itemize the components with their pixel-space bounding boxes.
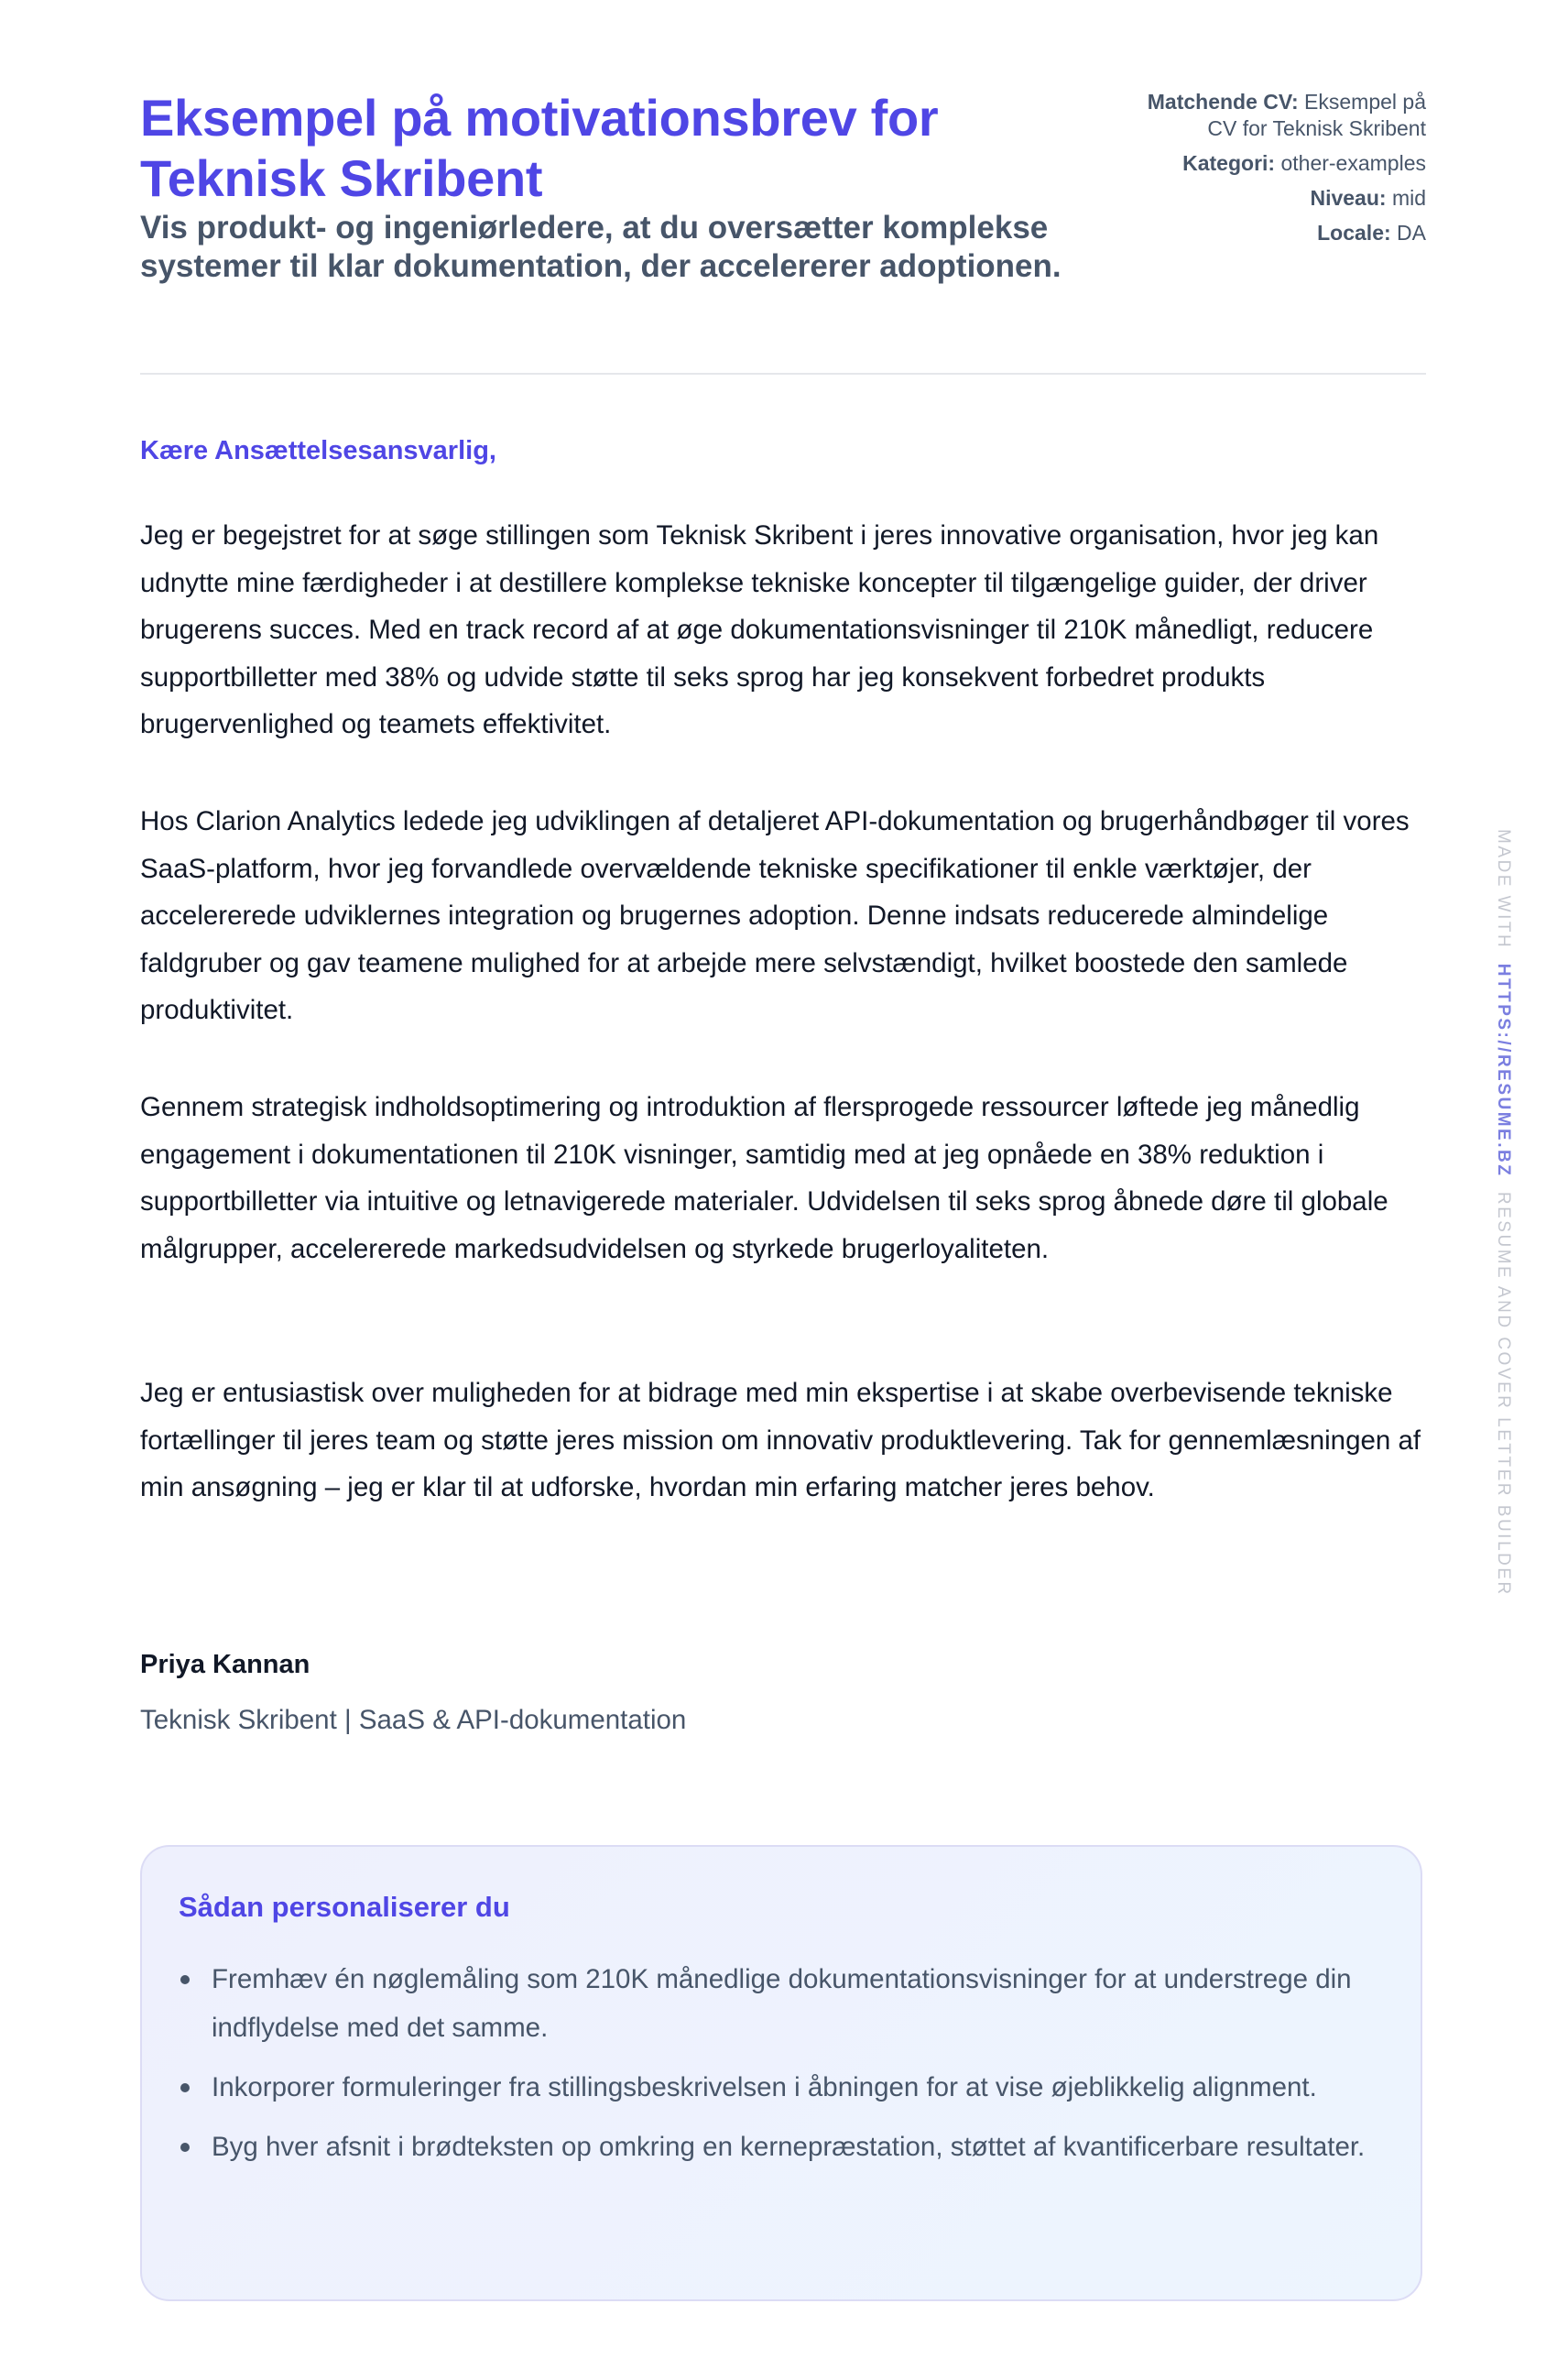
meta-category	[1124, 150, 1426, 177]
page-title: Eksempel på motivationsbrev for Teknisk Skribent	[140, 89, 939, 207]
letter-salutation: Kære Ansættelsesansvarlig,	[140, 436, 496, 465]
bullet-icon	[180, 1975, 190, 1984]
meta-category-value: other-examples	[1280, 151, 1426, 175]
tips-item-text: Byg hver afsnit i brødteksten op omkring en kernepræstation, støttet af kvantificerbare resultater.	[212, 2132, 1366, 2162]
letter-paragraph-3: Gennem strategisk indholdsoptimering og introduktion af flersprogede ressourcer løftede jeg månedlig engagement i dokumentationen til 210K visninger, samtidig med at jeg opnåede en 38% reduktion i supportbilletter via intuitive og letnavigerede materialer. Udvidelsen til seks sprog åbnede døre til globale målgrupper, accelererede markedsudvidelsen og styrkede brugerloyaliteten.	[140, 1092, 1388, 1264]
tips-item-text: Inkorporer formuleringer fra stillingsbeskrivelsen i åbningen for at vise øjeblikkelig alignment.	[212, 2072, 1317, 2102]
letter-paragraph-1: Jeg er begejstret for at søge stillingen som Teknisk Skribent i jeres innovative organisation, hvor jeg kan udnytte mine færdigheder i at destillere komplekse tekniske koncepter til tilgængelige guider, der driver brugerens succes. Med en track record af at øge dokumentationsvisninger til 210K månedligt, reducere supportbilletter med 38% og udvide støtte til seks sprog har jeg konsekvent forbedret produkts brugervenlighed og teamets effektivitet.	[140, 520, 1379, 739]
personalization-tips-box	[140, 1845, 1422, 2301]
tips-title: Sådan personaliserer du	[179, 1891, 510, 1923]
letter-paragraph-4: Jeg er entusiastisk over muligheden for at bidrage med min ekspertise i at skabe overbevisende tekniske fortællinger til jeres team og støtte jeres mission om innovativ produktlevering. Tak for gennemlæsningen af min ansøgning – jeg er klar til at udforske, hvordan min erfaring matcher jeres behov.	[140, 1378, 1421, 1502]
watermark-vertical	[1489, 829, 1517, 1597]
watermark-suffix: RESUME AND COVER LETTER BUILDER	[1494, 1191, 1513, 1597]
watermark-link[interactable]: HTTPS://RESUME.BZ	[1494, 963, 1513, 1178]
tips-list	[179, 1955, 1388, 2182]
bullet-icon	[180, 2143, 190, 2152]
signature-name: Priya Kannan	[140, 1650, 310, 1679]
header-divider	[140, 373, 1426, 375]
meta-locale-label: Locale:	[1317, 221, 1391, 245]
meta-panel	[1124, 89, 1426, 255]
signature-title: Teknisk Skribent | SaaS & API-dokumentation	[140, 1705, 687, 1735]
meta-matching-cv-value[interactable]: Eksempel på CV for Teknisk Skribent	[1207, 90, 1426, 140]
tips-item-text: Fremhæv én nøglemåling som 210K månedlige dokumentationsvisninger for at understrege din indflydelse med det samme.	[212, 1964, 1352, 2043]
tips-list-item	[179, 1955, 1388, 2052]
meta-locale-value: DA	[1397, 221, 1426, 245]
meta-category-label: Kategori:	[1182, 151, 1276, 175]
tips-list-item	[179, 2123, 1388, 2171]
page-header	[140, 0, 1426, 372]
bullet-icon	[180, 2083, 190, 2092]
letter-paragraph-2: Hos Clarion Analytics ledede jeg udviklingen af detaljeret API-dokumentation og brugerhåndbøger til vores SaaS-platform, hvor jeg forvandlede overvældende tekniske specifikationer til enkle værktøjer, der accelererede udviklernes integration og brugernes adoption. Denne indsats reducerede almindelige faldgruber og gav teamene mulighed for at arbejde mere selvstændigt, hvilket boostede den samlede produktivitet.	[140, 806, 1410, 1025]
meta-level	[1124, 185, 1426, 212]
page-subtitle: Vis produkt- og ingeniørledere, at du oversætter komplekse systemer til klar dokumentation, der accelererer adoptionen.	[140, 210, 1062, 284]
tips-list-item	[179, 2063, 1388, 2112]
meta-matching-cv	[1124, 89, 1426, 142]
meta-locale	[1124, 220, 1426, 246]
meta-level-label: Niveau:	[1310, 186, 1387, 210]
watermark-prefix: MADE WITH	[1494, 829, 1513, 950]
meta-level-value: mid	[1391, 186, 1426, 210]
cover-letter-page	[140, 0, 1426, 2162]
meta-matching-cv-label: Matchende CV:	[1147, 90, 1299, 114]
